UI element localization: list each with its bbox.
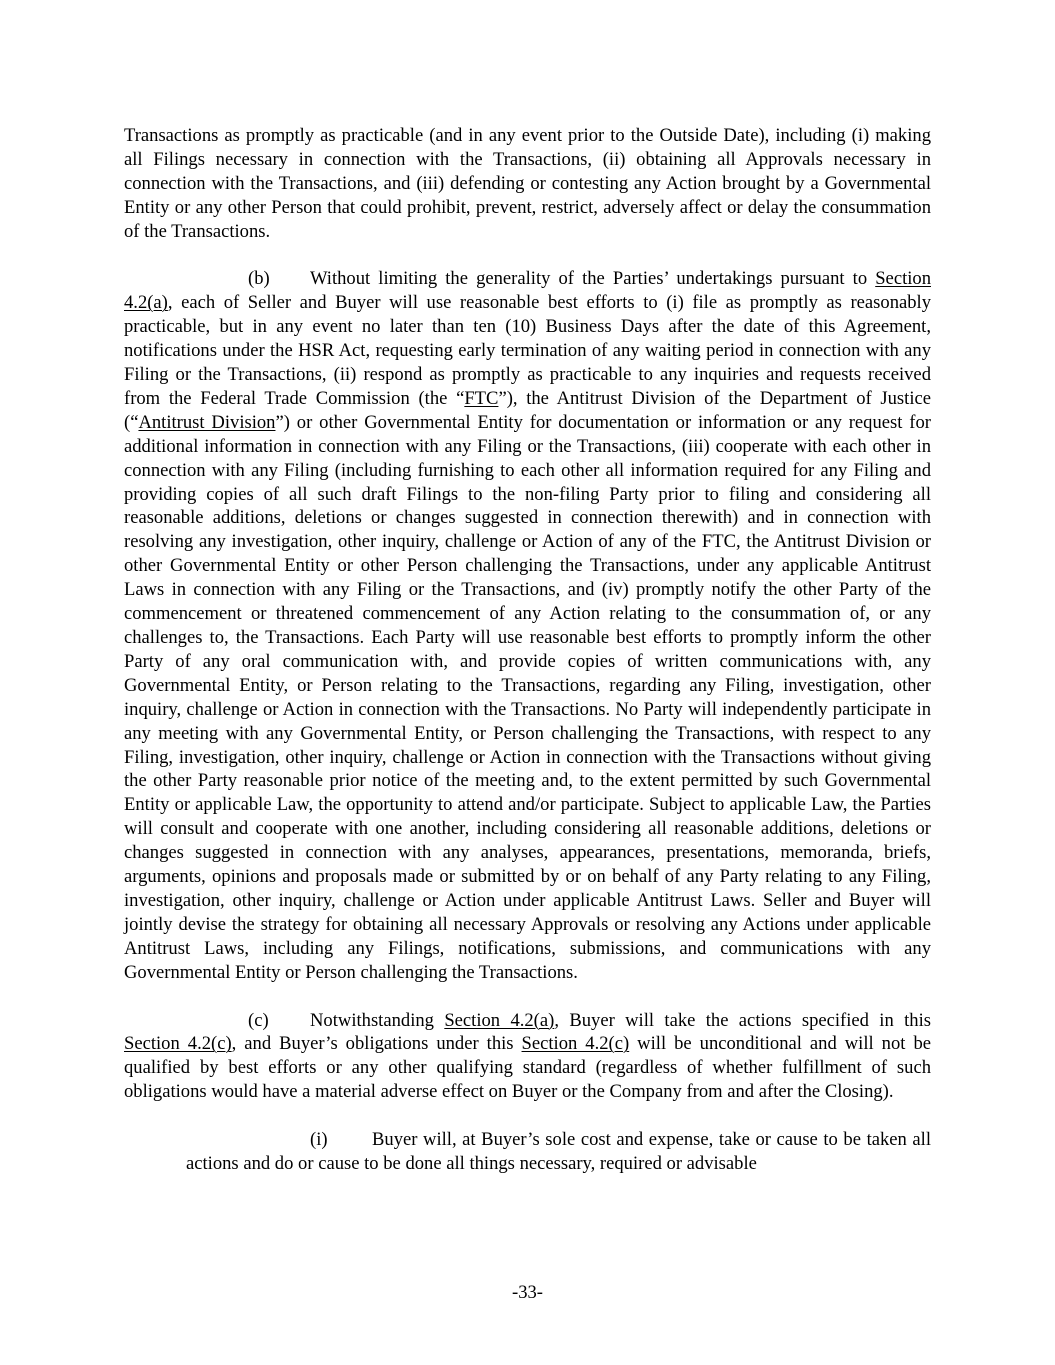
paragraph-c-text-2: , Buyer will take the actions specified in this (554, 1009, 931, 1031)
section-ref-4-2-c: Section 4.2(c) (521, 1033, 630, 1055)
section-ref-4-2-a: Section 4.2(a) (444, 1009, 555, 1031)
defined-term-antitrust-division: Antitrust Division (138, 411, 276, 433)
paragraph-b-text-2: , each of Seller and Buyer will use reasonable best efforts to (i) file as promptly as reasonably practicable, but in any event no later than ten (10) Business Days after the date of this Agreement, notifications under the HSR Act, requesting early termination of any waiting period in connection with any Filing or the Transactions, (ii) respond as promptly as practicable to any inquiries and requests received from the Federal Trade Commission (the “ (124, 292, 931, 409)
paragraph-b-text-1: Without limiting the generality of the Parties’ undertakings pursuant to (310, 268, 876, 290)
document-page (124, 124, 931, 1176)
paragraph-c-i-text: Buyer will, at Buyer’s sole cost and expense, take or cause to be taken all actions and do or cause to be done all things necessary, required or advisable (186, 1129, 931, 1174)
paragraph-c-label: (c) (248, 1009, 269, 1031)
paragraph-a-continuation: Transactions as promptly as practicable (and in any event prior to the Outside Date), including (i) making all Filings necessary in connection with the Transactions, (ii) obtaining all Approvals necessary in connection with the Transactions, and (iii) defending or contesting any Action brought by a Governmental Entity or any other Person that could prohibit, prevent, restrict, adversely affect or delay the consummation of the Transactions. (124, 125, 931, 242)
paragraph-b-text-3: ”), the Antitrust Division of the Department of Justice (“ (124, 387, 931, 433)
paragraph-b-text-4: ”) or other Governmental Entity for documentation or information or any request for additional information in connection with any Filing or the Transactions, (iii) cooperate with each other in connection with any Filing (including furnishing to each other all information required for any Filing and providing copies of all such draft Filings to the non-filing Party prior to filing and considering all reasonable additions, deletions or changes suggested in connection therewith) and in connection with resolving any investigation, other inquiry, challenge or Action of any of the FTC, the Antitrust Division or other Governmental Entity or other Person challenging the Transactions, under any applicable Antitrust Laws in connection with any Filing or the Transactions, and (iv) promptly notify the other Party of the commencement or threatened commencement of any Action relating to the consummation of, or any challenges to, the Transactions. Each Party will use reasonable best efforts to promptly inform the other Party of any oral communication with, and provide copies of written communications with, any Governmental Entity, or Person relating to the Transactions, regarding any Filing, investigation, other inquiry, challenge or Action in connection with the Transactions. No Party will independently participate in any meeting with any Governmental Entity, or Person challenging the Transactions, with respect to any Filing, investigation, other inquiry, challenge or Action in connection with the Transactions without giving the other Party reasonable prior notice of the meeting and, to the extent permitted by such Governmental Entity or applicable Law, the opportunity to attend and/or participate. Subject to applicable Law, the Parties will consult and cooperate with one another, including considering all reasonable additions, deletions or changes suggested in connection with any analyses, appearances, presentations, memoranda, briefs, arguments, opinions and proposals made or submitted by or on behalf of any Party relating to any Filing, investigation, other inquiry, challenge or Action under applicable Antitrust Laws. Seller and Buyer will jointly devise the strategy for obtaining all necessary Approvals or resolving any Actions under applicable Antitrust Laws, including any Filings, notifications, submissions, and communications with any Governmental Entity or Person challenging the Transactions. (124, 411, 931, 983)
paragraph-c-text-4: will be unconditional and will not be qualified by best efforts or any other qualifying standard (regardless of whether fulfillment of such obligations would have a material adverse effect on Buyer or the Company from and after the Closing). (124, 1033, 931, 1103)
paragraph-c-text-1: Notwithstanding (310, 1009, 445, 1031)
paragraph-c (124, 1009, 931, 1105)
section-ref-4-2-c: Section 4.2(c) (124, 1033, 232, 1055)
paragraph-c-i (186, 1128, 931, 1176)
paragraph-c-text-3: , and Buyer’s obligations under this (231, 1033, 522, 1055)
page-number: -33- (512, 1282, 543, 1303)
defined-term-ftc: FTC (464, 387, 499, 409)
section-ref-4-2-a: Section 4.2(a) (124, 268, 931, 314)
paragraph-b (124, 267, 931, 984)
paragraph-b-label: (b) (248, 268, 270, 290)
paragraph-c-i-label: (i) (310, 1129, 328, 1151)
